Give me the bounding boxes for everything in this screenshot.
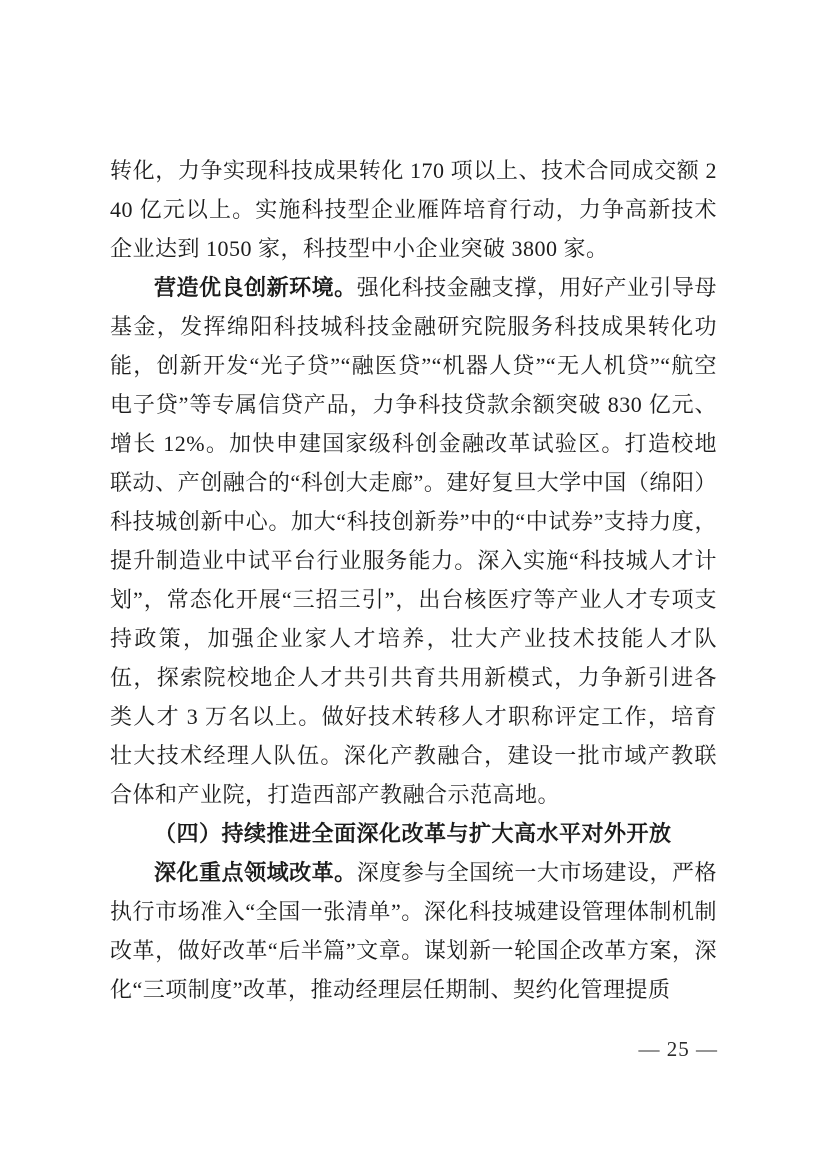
body-text-run: 强化科技金融支撑，用好产业引导母基金，发挥绵阳科技城科技金融研究院服务科技成果转化功能，创新开发“光子贷”“融医贷”“机器人贷”“无人机贷”“航空电子贷”等专属信贷产品，力争科技贷款余额突破 830 亿元、增长 12%。加快申建国家级科创金融改革试验区。打造校地联动、产创融合的“科创大走廊”。建好复旦大学中国（绵阳）科技城创新中心。加大“科技创新券”中的“中试券”支持力度，提升制造业中试平台行业服务能力。深入实施“科技城人才计划”，常态化开展“三招三引”，出台核医疗等产业人才专项支持政策，加强企业家人才培养，壮大产业技术技能人才队伍，探索院校地企人才共引共育共用新模式，力争新引进各类人才 3 万名以上。做好技术转移人才职称评定工作，培育壮大技术经理人队伍。深化产教融合，建设一批市域产教联合体和产业院，打造西部产教融合示范高地。 <box>110 275 718 807</box>
body-text-run: 深度参与全国统一大市场建设，严格执行市场准入“全国一张清单”。深化科技城建设管理体制机制改革，做好改革“后半篇”文章。谋划新一轮国企改革方案，深化“三项制度”改革，推动经理层任期制、契约化管理提质 <box>110 860 717 1002</box>
bold-lead-text: （四）持续推进全面深化改革与扩大高水平对外开放 <box>154 821 672 846</box>
section-heading-four <box>110 814 717 853</box>
body-text-run: 转化，力争实现科技成果转化 170 项以上、技术合同成交额 240 亿元以上。实施科技型企业雁阵培育行动，力争高新技术企业达到 1050 家，科技型中小企业突破 3800 家。 <box>110 158 717 261</box>
bold-lead-text: 深化重点领域改革。 <box>154 860 357 885</box>
bold-lead-text: 营造优良创新环境。 <box>154 275 357 300</box>
para-innovation-environment <box>110 268 717 814</box>
para-deepen-reform <box>110 853 717 1009</box>
para-continuation <box>110 151 717 268</box>
page-number: — 25 — <box>638 1037 718 1061</box>
document-body <box>110 151 717 1009</box>
